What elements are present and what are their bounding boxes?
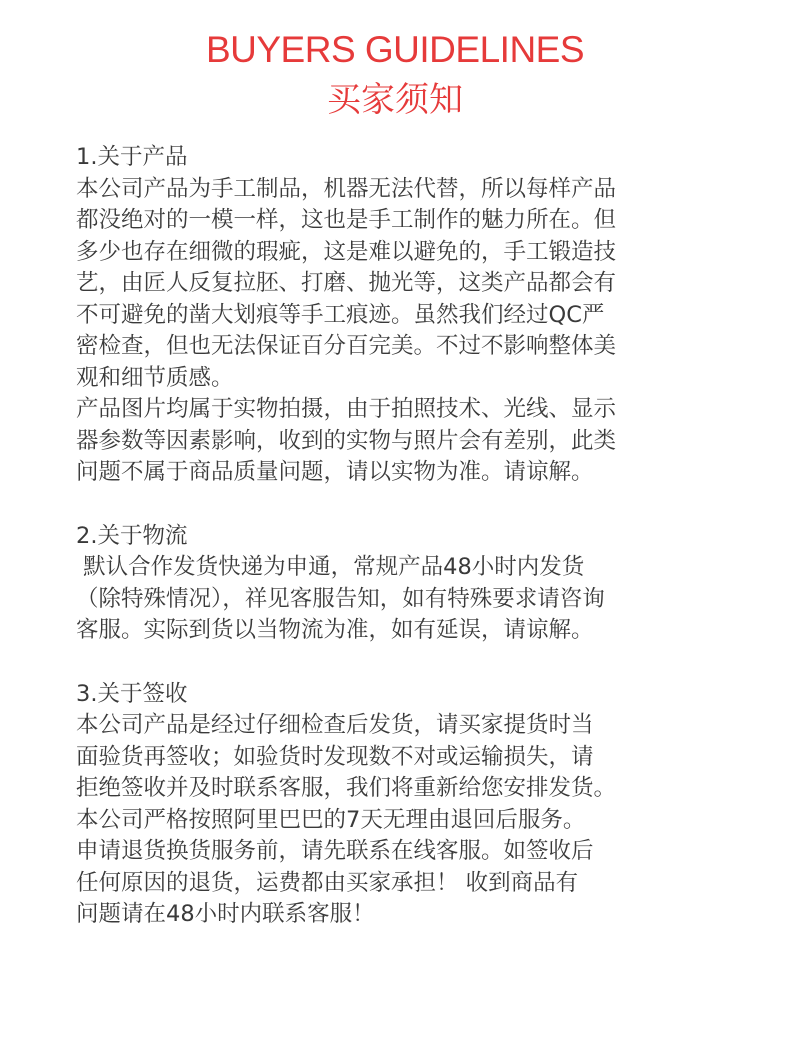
title-chinese: 买家须知 [327, 80, 463, 120]
paragraph-line: 产品图片均属于实物拍摄，由于拍照技术、光线、显示 [76, 396, 617, 422]
paragraph-line: 本公司产品是经过仔细检查后发货，请买家提货时当 [76, 712, 594, 738]
page-header [0, 26, 790, 122]
paragraph-line: 申请退货换货服务前，请先联系在线客服。如签收后 [76, 838, 594, 864]
paragraph-line: 客服。实际到货以当物流为准，如有延误，请谅解。 [76, 617, 594, 643]
section-heading: 3.关于签收 [76, 680, 188, 707]
section-logistics [76, 521, 726, 647]
paragraph-line: 都没绝对的一模一样，这也是手工制作的魅力所在。但 [76, 207, 617, 233]
section-product [76, 142, 726, 489]
paragraph-line: 密检查，但也无法保证百分百完美。不过不影响整体美 [76, 333, 617, 359]
paragraph-line: 拒绝签收并及时联系客服，我们将重新给您安排发货。 [76, 775, 617, 801]
paragraph-line: 本公司产品为手工制品，机器无法代替，所以每样产品 [76, 175, 617, 202]
paragraph-line: 面验货再签收；如验货时发现数不对或运输损失，请 [76, 743, 594, 770]
paragraph-line: 本公司严格按照阿里巴巴的7天无理由退回后服务。 [76, 806, 586, 833]
section-heading: 2.关于物流 [76, 522, 188, 549]
paragraph-line: 多少也存在细微的瑕疵，这是难以避免的，手工锻造技 [76, 238, 617, 265]
paragraph-line: 观和细节质感。 [76, 364, 234, 391]
paragraph-line: 不可避免的凿大划痕等手工痕迹。虽然我们经过QC严 [76, 301, 605, 328]
section-receipt [76, 679, 726, 931]
section-heading: 1.关于产品 [76, 144, 188, 170]
paragraph-line: 问题请在48小时内联系客服！ [76, 901, 375, 927]
paragraph-line: （除特殊情况），祥见客服告知，如有特殊要求请咨询 [76, 585, 605, 612]
guidelines-content [76, 142, 726, 931]
paragraph-line: 器参数等因素影响，收到的实物与照片会有差别，此类 [76, 427, 617, 454]
title-english: BUYERS GUIDELINES [205, 29, 585, 70]
paragraph-line: 艺，由匠人反复拉胚、打磨、抛光等，这类产品都会有 [76, 270, 617, 296]
paragraph-line: 任何原因的退货，运费都由买家承担！ 收到商品有 [76, 869, 579, 896]
paragraph-line: 默认合作发货快递为申通，常规产品48小时内发货 [76, 554, 585, 580]
paragraph-line: 问题不属于商品质量问题，请以实物为准。请谅解。 [76, 459, 594, 485]
